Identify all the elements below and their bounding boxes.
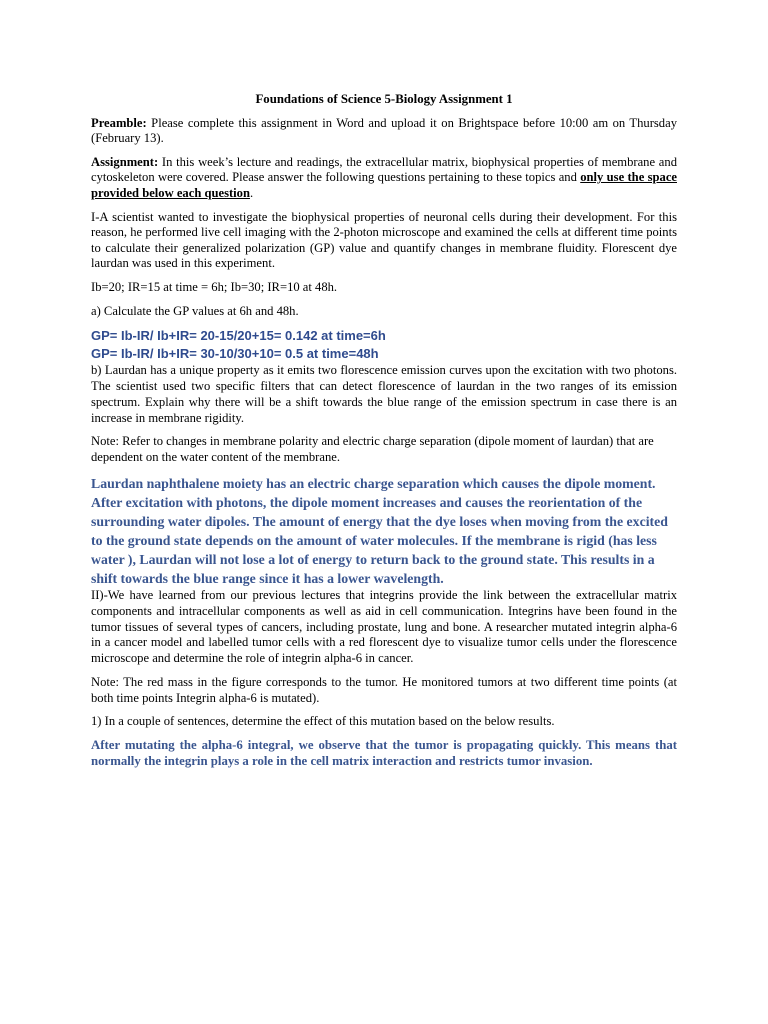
question-1a: a) Calculate the GP values at 6h and 48h.: [91, 303, 299, 318]
preamble-label: Preamble:: [91, 115, 147, 130]
answer-2-1: After mutating the alpha-6 integral, we observe that the tumor is propagating quickly. This means that normally the integrin plays a role in the cell matrix interaction and restricts tumor invasion.: [91, 738, 677, 768]
answer-a-line-1: GP= Ib-IR/ Ib+IR= 20-15/20+15= 0.142 at time=6h: [91, 328, 386, 344]
assignment-emphasis: only use the space provided below each question: [91, 170, 677, 200]
assignment-paragraph: [91, 155, 677, 202]
question-1-values: Ib=20; IR=15 at time = 6h; Ib=30; IR=10 at 48h.: [91, 279, 338, 294]
answer-a-line-2: GP= Ib-IR/ Ib+IR= 30-10/30+10= 0.5 at time=48h: [91, 346, 379, 362]
preamble-text: Please complete this assignment in Word and upload it on Brightspace before 10:00 am on Thursday (February 13).: [91, 115, 677, 146]
answer-a-block: [91, 327, 677, 363]
document-title: Foundations of Science 5-Biology Assignment 1: [255, 92, 513, 106]
assignment-label: Assignment:: [91, 154, 159, 169]
question-2-1: 1) In a couple of sentences, determine the effect of this mutation based on the below results.: [91, 714, 555, 729]
question-2-intro: II)-We have learned from our previous lectures that integrins provide the link between the extracellular matrix components and intracellular components as well as aid in cell communication. Integrins have been found in the tumor tissues of several types of cancers, including prostate, lung and bone. A researcher mutated integrin alpha-6 in a cancer model and labelled tumor cells with a red florescent dye to visualize tumor cells under the florescence microscope and determine the role of integrin alpha-6 in cancer.: [91, 587, 677, 666]
assignment-end: .: [249, 185, 254, 200]
question-1b: b) Laurdan has a unique property as it emits two florescence emission curves upon the excitation with two photons. The scientist used two specific filters that can detect florescence of laurdan in the two ranges of its emission spectrum. Explain why there will be a shift towards the blue range of the emission spectrum in case there is an increase in membrane rigidity.: [91, 363, 677, 425]
preamble-paragraph: [91, 116, 677, 147]
note-1: Note: Refer to changes in membrane polarity and electric charge separation (dipole moment of laurdan) that are dependent on the water content of the membrane.: [91, 434, 654, 465]
note-2: Note: The red mass in the figure corresponds to the tumor. He monitored tumors at two different time points (at both time points Integrin alpha-6 is mutated).: [91, 674, 677, 705]
question-1-intro: I-A scientist wanted to investigate the biophysical properties of neuronal cells during their development. For this reason, he performed live cell imaging with the 2-photon microscope and examined the cells at different time points to calculate their generalized polarization (GP) value and quantify changes in membrane fluidity. Florescent dye laurdan was used in this experiment.: [91, 209, 677, 271]
answer-b: Laurdan naphthalene moiety has an electric charge separation which causes the dipole moment. After excitation with photons, the dipole moment increases and causes the reorientation of the surrounding water dipoles. The amount of energy that the dye loses when moving from the excited to the ground state depends on the amount of water molecules. If the membrane is rigid (has less water ), Laurdan will not lose a lot of energy to return back to the ground state. This results in a shift towards the blue range since it has a lower wavelength.: [91, 475, 668, 586]
assignment-text: In this week’s lecture and readings, the extracellular matrix, biophysical properties of membrane and cytoskeleton were covered. Please answer the following questions pertaining to these topics and: [91, 154, 677, 185]
